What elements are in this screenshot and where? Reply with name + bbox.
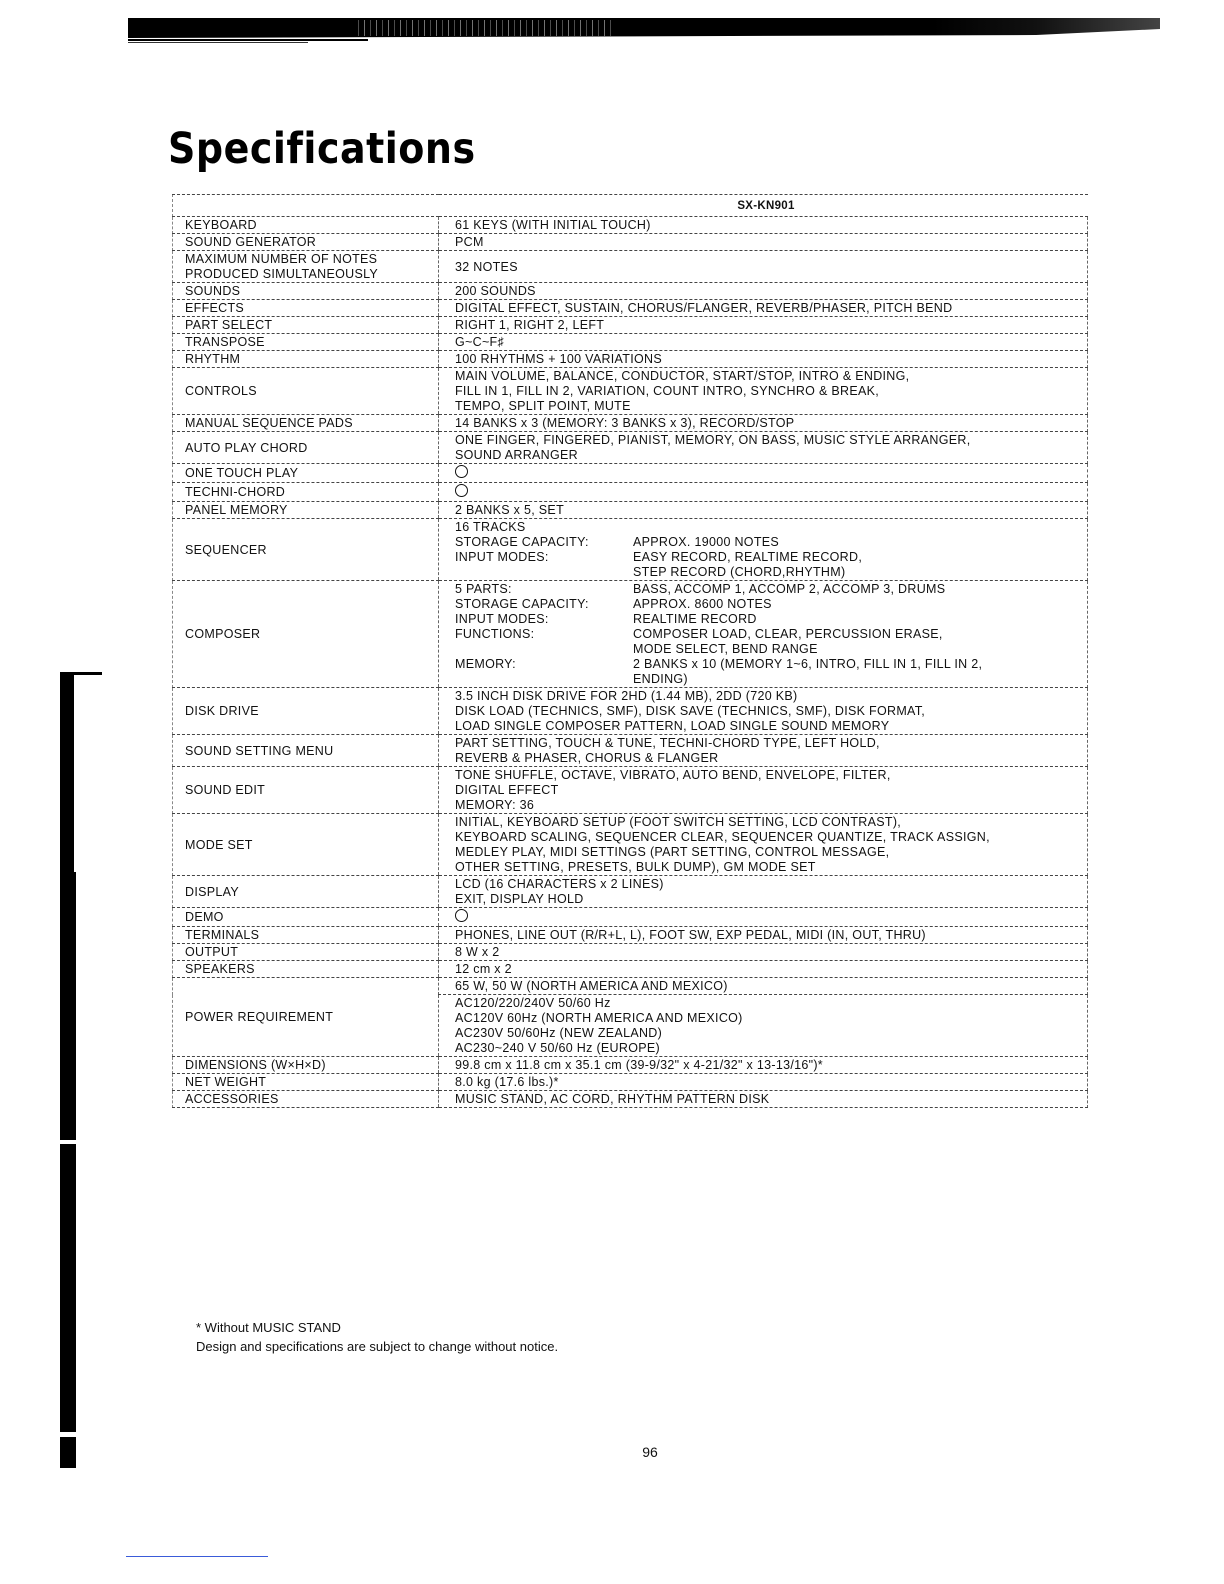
- sub-value: APPROX. 19000 NOTES: [633, 535, 780, 549]
- spec-value: PHONES, LINE OUT (R/R+L, L), FOOT SW, EXP PEDAL, MIDI (IN, OUT, THRU): [439, 927, 1088, 944]
- spec-value: [439, 464, 1088, 483]
- sequencer-details: [455, 535, 1081, 580]
- spec-label: TECHNI-CHORD: [173, 483, 439, 502]
- sub-value: EASY RECORD, REALTIME RECORD, STEP RECORD (CHORD,RHYTHM): [633, 550, 863, 579]
- spec-value: ONE FINGER, FINGERED, PIANIST, MEMORY, ON BASS, MUSIC STYLE ARRANGER, SOUND ARRANGER: [439, 432, 1088, 464]
- spec-label: DISK DRIVE: [173, 688, 439, 735]
- spec-row-accessories: [173, 1091, 1088, 1108]
- spec-value: PART SETTING, TOUCH & TUNE, TECHNI-CHORD TYPE, LEFT HOLD, REVERB & PHASER, CHORUS & FLANGER: [439, 735, 1088, 767]
- spec-value: 32 NOTES: [439, 251, 1088, 283]
- spec-value: 100 RHYTHMS + 100 VARIATIONS: [439, 351, 1088, 368]
- spec-label: RHYTHM: [173, 351, 439, 368]
- sub-key: INPUT MODES:: [455, 612, 549, 626]
- spec-value: 61 KEYS (WITH INITIAL TOUCH): [439, 217, 1088, 234]
- page-title: Specifications: [168, 124, 476, 174]
- spec-label: EFFECTS: [173, 300, 439, 317]
- spec-value: MUSIC STAND, AC CORD, RHYTHM PATTERN DISK: [439, 1091, 1088, 1108]
- footnotes: [196, 1318, 558, 1356]
- spec-row-terminals: [173, 927, 1088, 944]
- spec-row-sounds: [173, 283, 1088, 300]
- spec-row-output: [173, 944, 1088, 961]
- spec-value: 8 W x 2: [439, 944, 1088, 961]
- spec-label: SPEAKERS: [173, 961, 439, 978]
- spec-label: ACCESSORIES: [173, 1091, 439, 1108]
- spec-label: TERMINALS: [173, 927, 439, 944]
- spec-value: G~C~F♯: [439, 334, 1088, 351]
- spec-label: PANEL MEMORY: [173, 502, 439, 519]
- available-circle-icon: [455, 465, 468, 478]
- spec-label: SOUND SETTING MENU: [173, 735, 439, 767]
- spec-label: DIMENSIONS (W×H×D): [173, 1057, 439, 1074]
- spec-row-speakers: [173, 961, 1088, 978]
- sub-key: MEMORY:: [455, 657, 516, 671]
- spec-row-keyboard: [173, 217, 1088, 234]
- spec-value: 14 BANKS x 3 (MEMORY: 3 BANKS x 3), RECORD/STOP: [439, 415, 1088, 432]
- spec-label: KEYBOARD: [173, 217, 439, 234]
- spec-value: TONE SHUFFLE, OCTAVE, VIBRATO, AUTO BEND, ENVELOPE, FILTER, DIGITAL EFFECT MEMORY: 36: [439, 767, 1088, 814]
- spec-row-sequencer: [173, 519, 1088, 581]
- spec-label: POWER REQUIREMENT: [173, 978, 439, 1057]
- sub-value: REALTIME RECORD: [633, 612, 757, 626]
- spec-value: RIGHT 1, RIGHT 2, LEFT: [439, 317, 1088, 334]
- spec-row-sound-edit: [173, 767, 1088, 814]
- available-circle-icon: [455, 909, 468, 922]
- spec-row-techni-chord: [173, 483, 1088, 502]
- spec-label: OUTPUT: [173, 944, 439, 961]
- spec-row-sound-generator: [173, 234, 1088, 251]
- header-decoration-bar: [128, 18, 1160, 44]
- spec-value: MAIN VOLUME, BALANCE, CONDUCTOR, START/STOP, INTRO & ENDING, FILL IN 1, FILL IN 2, VARIATION, COUNT INTRO, SYNCHRO & BREAK, TEMPO, SPLIT POINT, MUTE: [439, 368, 1088, 415]
- left-edge-decoration: [60, 672, 80, 1468]
- spec-label: MODE SET: [173, 814, 439, 876]
- spec-value: PCM: [439, 234, 1088, 251]
- spec-value: AC120/220/240V 50/60 Hz AC120V 60Hz (NORTH AMERICA AND MEXICO) AC230V 50/60Hz (NEW ZEALAND) AC230~240 V 50/60 Hz (EUROPE): [439, 995, 1088, 1057]
- spec-value: [439, 519, 1088, 581]
- spec-label: MANUAL SEQUENCE PADS: [173, 415, 439, 432]
- sub-key: 5 PARTS:: [455, 582, 512, 596]
- spec-value: INITIAL, KEYBOARD SETUP (FOOT SWITCH SETTING, LCD CONTRAST), KEYBOARD SCALING, SEQUENCER CLEAR, SEQUENCER QUANTIZE, TRACK ASSIGN, MEDLEY PLAY, MIDI SETTINGS (PART SETTING, CONTROL MESSAGE, OTHER SETTING, PRESETS, BULK DUMP), GM MODE SET: [439, 814, 1088, 876]
- spec-row-effects: [173, 300, 1088, 317]
- sub-key: STORAGE CAPACITY:: [455, 597, 589, 611]
- spec-value: [439, 581, 1088, 688]
- model-header: SX-KN901: [439, 195, 1088, 217]
- page-number: 96: [642, 1444, 658, 1460]
- spec-value: [439, 908, 1088, 927]
- spec-value: 2 BANKS x 5, SET: [439, 502, 1088, 519]
- sub-key: FUNCTIONS:: [455, 627, 535, 641]
- spec-row-dimensions: [173, 1057, 1088, 1074]
- spec-label: COMPOSER: [173, 581, 439, 688]
- spec-label: DEMO: [173, 908, 439, 927]
- spec-label: MAXIMUM NUMBER OF NOTES PRODUCED SIMULTANEOUSLY: [173, 251, 439, 283]
- header-blank-cell: [173, 195, 439, 217]
- spec-row-panel-memory: [173, 502, 1088, 519]
- spec-value: [439, 483, 1088, 502]
- spec-row-power-requirement: [173, 978, 1088, 995]
- spec-value: 3.5 INCH DISK DRIVE FOR 2HD (1.44 MB), 2DD (720 KB) DISK LOAD (TECHNICS, SMF), DISK SAVE (TECHNICS, SMF), DISK FORMAT, LOAD SINGLE COMPOSER PATTERN, LOAD SINGLE SOUND MEMORY: [439, 688, 1088, 735]
- spec-row-auto-play-chord: [173, 432, 1088, 464]
- spec-label: SEQUENCER: [173, 519, 439, 581]
- spec-label: SOUND GENERATOR: [173, 234, 439, 251]
- spec-label: DISPLAY: [173, 876, 439, 908]
- spec-row-mode-set: [173, 814, 1088, 876]
- spec-row-display: [173, 876, 1088, 908]
- spec-label: ONE TOUCH PLAY: [173, 464, 439, 483]
- spec-value: DIGITAL EFFECT, SUSTAIN, CHORUS/FLANGER, REVERB/PHASER, PITCH BEND: [439, 300, 1088, 317]
- spec-value: 200 SOUNDS: [439, 283, 1088, 300]
- spec-row-sound-setting-menu: [173, 735, 1088, 767]
- spec-row-manual-sequence-pads: [173, 415, 1088, 432]
- spec-label: SOUNDS: [173, 283, 439, 300]
- spec-value: 8.0 kg (17.6 lbs.)*: [439, 1074, 1088, 1091]
- spec-row-transpose: [173, 334, 1088, 351]
- spec-row-part-select: [173, 317, 1088, 334]
- disclaimer-text: Design and specifications are subject to change without notice.: [196, 1339, 559, 1354]
- spec-row-max-notes: [173, 251, 1088, 283]
- sub-key: STORAGE CAPACITY:: [455, 535, 589, 549]
- spec-label: TRANSPOSE: [173, 334, 439, 351]
- sub-value: 2 BANKS x 10 (MEMORY 1~6, INTRO, FILL IN 1, FILL IN 2, ENDING): [633, 657, 983, 686]
- spec-label: PART SELECT: [173, 317, 439, 334]
- spec-row-composer: [173, 581, 1088, 688]
- bottom-rule: [126, 1556, 268, 1557]
- spec-label: AUTO PLAY CHORD: [173, 432, 439, 464]
- footnote-music-stand: * Without MUSIC STAND: [196, 1320, 341, 1335]
- spec-row-controls: [173, 368, 1088, 415]
- sub-value: BASS, ACCOMP 1, ACCOMP 2, ACCOMP 3, DRUMS: [633, 582, 946, 596]
- spec-value: 12 cm x 2: [439, 961, 1088, 978]
- spec-value: 99.8 cm x 11.8 cm x 35.1 cm (39-9/32" x 4-21/32" x 13-13/16")*: [439, 1057, 1088, 1074]
- sub-value: APPROX. 8600 NOTES: [633, 597, 772, 611]
- composer-details: [455, 582, 1081, 687]
- spec-label: CONTROLS: [173, 368, 439, 415]
- sub-key: INPUT MODES:: [455, 550, 549, 564]
- available-circle-icon: [455, 484, 468, 497]
- spec-label: NET WEIGHT: [173, 1074, 439, 1091]
- spec-row-net-weight: [173, 1074, 1088, 1091]
- specifications-table: [172, 194, 1088, 1108]
- spec-row-demo: [173, 908, 1088, 927]
- spec-row-disk-drive: [173, 688, 1088, 735]
- spec-row-rhythm: [173, 351, 1088, 368]
- table-header-row: [173, 195, 1088, 217]
- spec-value: 65 W, 50 W (NORTH AMERICA AND MEXICO): [439, 978, 1088, 995]
- spec-value: LCD (16 CHARACTERS x 2 LINES) EXIT, DISPLAY HOLD: [439, 876, 1088, 908]
- spec-row-one-touch-play: [173, 464, 1088, 483]
- sub-value: COMPOSER LOAD, CLEAR, PERCUSSION ERASE, MODE SELECT, BEND RANGE: [633, 627, 943, 656]
- spec-label: SOUND EDIT: [173, 767, 439, 814]
- sequencer-title: 16 TRACKS: [455, 520, 526, 534]
